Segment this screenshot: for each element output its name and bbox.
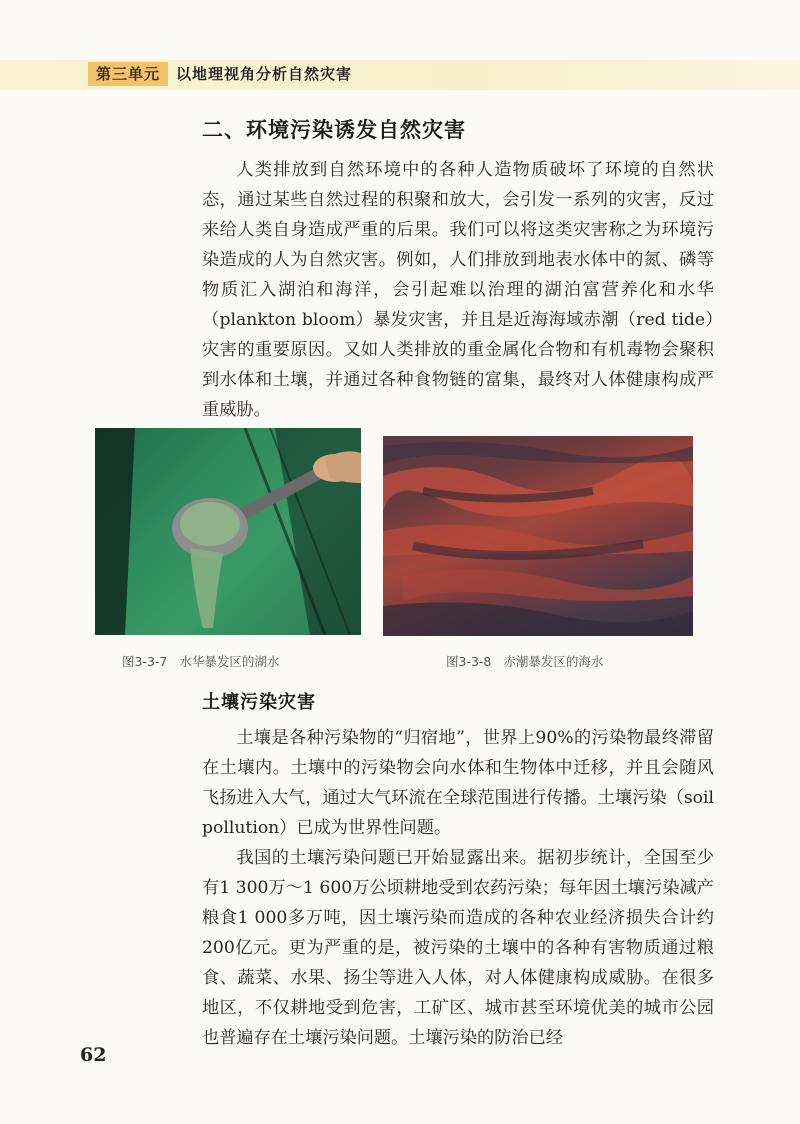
page-number: 62 <box>80 1044 107 1066</box>
figure-caption-text: 水华暴发区的湖水 <box>179 654 280 669</box>
section-paragraph: 人类排放到自然环境中的各种人造物质破坏了环境的自然状态，通过某些自然过程的积聚和放大，会引发一系列的灾害，反过来给人类自身造成严重的后果。我们可以将这类灾害称之为环境污染造成的人为自然灾害。例如，人们排放到地表水体中的氮、磷等物质汇入湖泊和海洋，会引起难以治理的湖泊富营养化和水华（plankton bloom）暴发灾害，并且是近海海域赤潮（red tide）灾害的重要原因。又如人类排放的重金属化合物和有机毒物会聚积到水体和土壤，并通过各种食物链的富集，最终对人体健康构成严重威胁。 <box>202 160 714 420</box>
algal-bloom-lake-illustration <box>95 428 361 635</box>
unit-tag: 第三单元 <box>88 62 168 86</box>
figure-caption-text: 赤潮暴发区的海水 <box>503 654 604 669</box>
soil-paragraph-2: 我国的土壤污染问题已开始显露出来。据初步统计，全国至少有1 300万～1 600万公顷耕地受到农药污染；每年因土壤污染减产粮食1 000多万吨，因土壤污染而造成的各种农业经济损失合计约200亿元。更为严重的是，被污染的土壤中的各种有害物质通过粮食、蔬菜、水果、扬尘等进入人体，对人体健康构成威胁。在很多地区，不仅耕地受到危害，工矿区、城市甚至环境优美的城市公园也普遍存在土壤污染问题。土壤污染的防治已经 <box>202 848 714 1048</box>
soil-paragraph-1: 土壤是各种污染物的“归宿地”，世界上90%的污染物最终滞留在土壤内。土壤中的污染物会向水体和生物体中迁移，并且会随风飞扬进入大气，通过大气环流在全球范围进行传播。土壤污染（soil pollution）已成为世界性问题。 <box>202 728 714 838</box>
red-tide-sea-photo <box>383 436 693 636</box>
figure-number: 图3-3-8 <box>446 654 492 669</box>
figure-caption <box>122 652 279 670</box>
red-tide-sea-illustration <box>383 436 693 636</box>
algal-bloom-lake-photo <box>95 428 361 635</box>
figure-caption <box>446 652 603 670</box>
unit-title: 以地理视角分析自然灾害 <box>176 65 353 83</box>
section-heading: 二、环境污染诱发自然灾害 <box>202 118 466 142</box>
soil-pollution-heading: 土壤污染灾害 <box>202 692 316 713</box>
figure-number: 图3-3-7 <box>122 654 168 669</box>
